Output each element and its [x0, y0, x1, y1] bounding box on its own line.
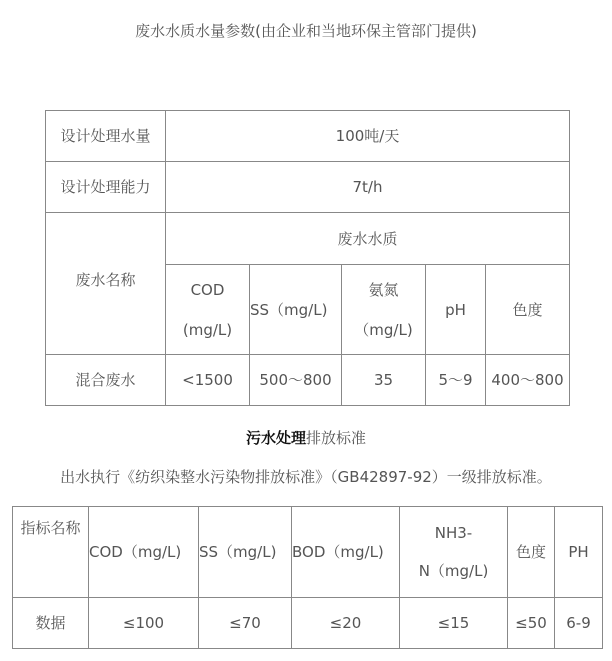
table-row [13, 598, 603, 649]
column-header-ph: PH [555, 507, 603, 598]
discharge-standard-description: 出水执行《纺织染整水污染物排放标准》（GB42897-92）一级排放标准。 [60, 468, 552, 486]
discharge-standard-table [12, 506, 603, 649]
column-header-cod: COD (mg/L) [166, 265, 250, 355]
row-value: 100吨/天 [166, 111, 570, 162]
cell-bod: ≤20 [292, 598, 400, 649]
indicator-name-header: 指标名称 [13, 507, 89, 598]
cell-cod: <1500 [166, 355, 250, 406]
table-row [46, 111, 570, 162]
column-header-color: 色度 [486, 265, 570, 355]
cell-color: ≤50 [508, 598, 555, 649]
column-header-ss: SS（mg/L) [199, 507, 292, 598]
cell-ph: 6-9 [555, 598, 603, 649]
row-value: 7t/h [166, 162, 570, 213]
column-header-ammonia: 氨氮 （mg/L) [342, 265, 426, 355]
table-row [46, 355, 570, 406]
table-header-row [13, 507, 603, 598]
row-label: 设计处理能力 [46, 162, 166, 213]
subtitle-bold: 污水处理 [245, 429, 306, 447]
page-title: 废水水质水量参数(由企业和当地环保主管部门提供) [135, 22, 477, 40]
cell-nh3n: ≤15 [400, 598, 508, 649]
cell-ph: 5～9 [426, 355, 486, 406]
wastewater-name: 混合废水 [46, 355, 166, 406]
row-label: 设计处理水量 [46, 111, 166, 162]
water-quality-header: 废水水质 [166, 213, 570, 265]
cell-ss: ≤70 [199, 598, 292, 649]
cell-color: 400～800 [486, 355, 570, 406]
column-header-color: 色度 [508, 507, 555, 598]
row-label: 数据 [13, 598, 89, 649]
section-subtitle [0, 427, 612, 448]
column-header-ph: pH [426, 265, 486, 355]
wastewater-parameters-table [45, 110, 570, 406]
wastewater-name-header: 废水名称 [46, 213, 166, 355]
column-header-nh3n: NH3- N（mg/L) [400, 507, 508, 598]
table-row [46, 162, 570, 213]
column-header-ss: SS（mg/L) [250, 265, 342, 355]
table-header-row [46, 213, 570, 265]
cell-ss: 500～800 [250, 355, 342, 406]
column-header-cod: COD（mg/L) [89, 507, 199, 598]
cell-cod: ≤100 [89, 598, 199, 649]
column-header-bod: BOD（mg/L) [292, 507, 400, 598]
subtitle-normal: 排放标准 [306, 429, 367, 447]
cell-ammonia: 35 [342, 355, 426, 406]
